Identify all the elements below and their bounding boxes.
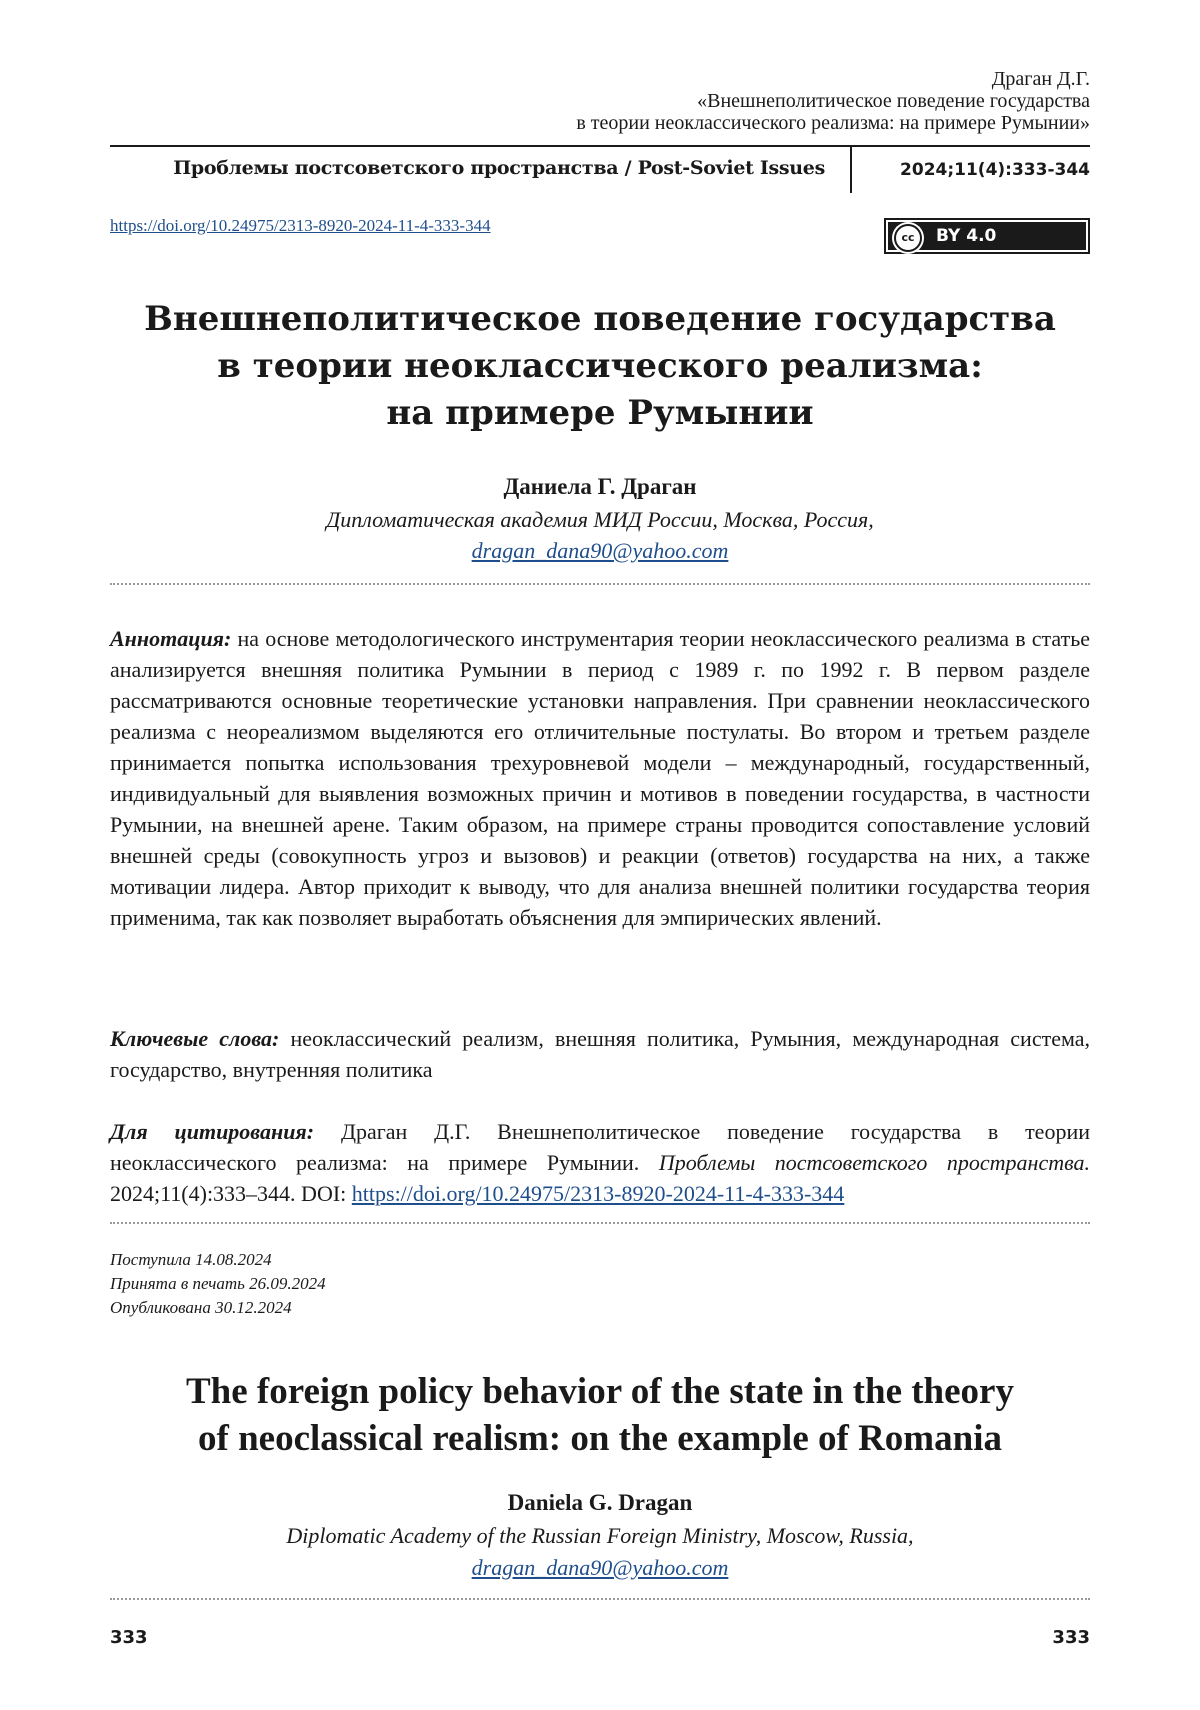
cc-license-text: BY 4.0: [936, 226, 996, 246]
page-number-right: 333: [1052, 1627, 1090, 1648]
dotted-divider: [110, 1222, 1090, 1224]
title-en-line-2: of neoclassical realism: on the example of Romania: [110, 1415, 1090, 1462]
title-ru-line-3: на примере Румынии: [110, 390, 1090, 437]
citation-text: Драган Д.Г. Внешнеполитическое поведение государства в теории неоклассического реализма: на примере Румынии.: [110, 1119, 1090, 1175]
title-en-line-1: The foreign policy behavior of the state in the theory: [110, 1368, 1090, 1415]
author-en: Daniela G. Dragan: [110, 1490, 1090, 1516]
title-ru-line-1: Внешнеполитическое поведение государства: [110, 296, 1090, 343]
running-head-title-1: «Внешнеполитическое поведение государства: [576, 90, 1090, 112]
citation: [110, 1116, 1090, 1209]
date-accepted: Принята в печать 26.09.2024: [110, 1272, 326, 1296]
journal-name: Проблемы постсоветского пространства / Post-Soviet Issues: [173, 157, 825, 179]
cc-logo-icon: cc: [894, 224, 922, 252]
header-divider: [850, 147, 852, 193]
dotted-divider: [110, 583, 1090, 585]
email-link-ru: [110, 538, 1090, 564]
dotted-divider: [110, 1598, 1090, 1600]
title-ru-line-2: в теории неоклассического реализма:: [110, 343, 1090, 390]
keywords-text: неоклассический реализм, внешняя политика, Румыния, международная система, государство, внутренняя политика: [110, 1026, 1090, 1082]
dates: [110, 1248, 326, 1320]
running-head-author: Драган Д.Г.: [576, 68, 1090, 90]
affiliation-ru: Дипломатическая академия МИД России, Москва, Россия,: [110, 507, 1090, 533]
cc-license-badge[interactable]: [884, 218, 1090, 254]
running-head: [576, 68, 1090, 134]
journal-page: [110, 0, 1090, 1710]
citation-label: Для цитирования:: [110, 1119, 314, 1144]
abstract: [110, 623, 1090, 933]
citation-doi-link[interactable]: https://doi.org/10.24975/2313-8920-2024-11-4-333-344: [352, 1181, 845, 1206]
title-en: [110, 1368, 1090, 1462]
email-link-en: [110, 1555, 1090, 1581]
page-number-left: 333: [110, 1627, 148, 1648]
title-ru: [110, 296, 1090, 437]
affiliation-en: Diplomatic Academy of the Russian Foreign Ministry, Moscow, Russia,: [110, 1523, 1090, 1549]
abstract-text: на основе методологического инструментария теории неоклассического реализма в статье анализируется внешняя политика Румынии в период с 1989 г. по 1992 г. В первом разделе рассматриваются основные теоретические установки направления. При сравнении неоклассического реализма с неореализмом выделяются его отличительные постулаты. Во втором и третьем разделе принимается попытка использования трехуровневой модели – международный, государственный, индивидуальный для выявления возможных причин и мотивов в поведении государства, в частности Румынии, на внешней арене. Таким образом, на примере страны проводится сопоставление условий внешней среды (совокупность угроз и вызовов) и реакции (ответов) государства на них, а также мотивации лидера. Автор приходит к выводу, что для анализа внешней политики государства теория применима, так как позволяет выработать объяснения для эмпирических явлений.: [110, 626, 1090, 930]
issue-info: 2024;11(4):333-344: [900, 160, 1090, 180]
doi-link-top[interactable]: https://doi.org/10.24975/2313-8920-2024-11-4-333-344: [110, 216, 491, 236]
citation-journal: Проблемы постсоветского пространства.: [659, 1150, 1090, 1175]
author-ru: Даниела Г. Драган: [110, 474, 1090, 500]
date-published: Опубликована 30.12.2024: [110, 1296, 326, 1320]
date-received: Поступила 14.08.2024: [110, 1248, 326, 1272]
keywords-label: Ключевые слова:: [110, 1026, 279, 1051]
keywords: [110, 1023, 1090, 1085]
email-ru[interactable]: dragan_dana90@yahoo.com: [472, 538, 729, 563]
journal-bar: [110, 147, 1090, 195]
cc-badge-body: [888, 222, 1086, 250]
email-en[interactable]: dragan_dana90@yahoo.com: [472, 1555, 729, 1580]
abstract-label: Аннотация:: [110, 626, 231, 651]
citation-details: 2024;11(4):333–344. DOI:: [110, 1181, 346, 1206]
running-head-title-2: в теории неоклассического реализма: на примере Румынии»: [576, 112, 1090, 134]
